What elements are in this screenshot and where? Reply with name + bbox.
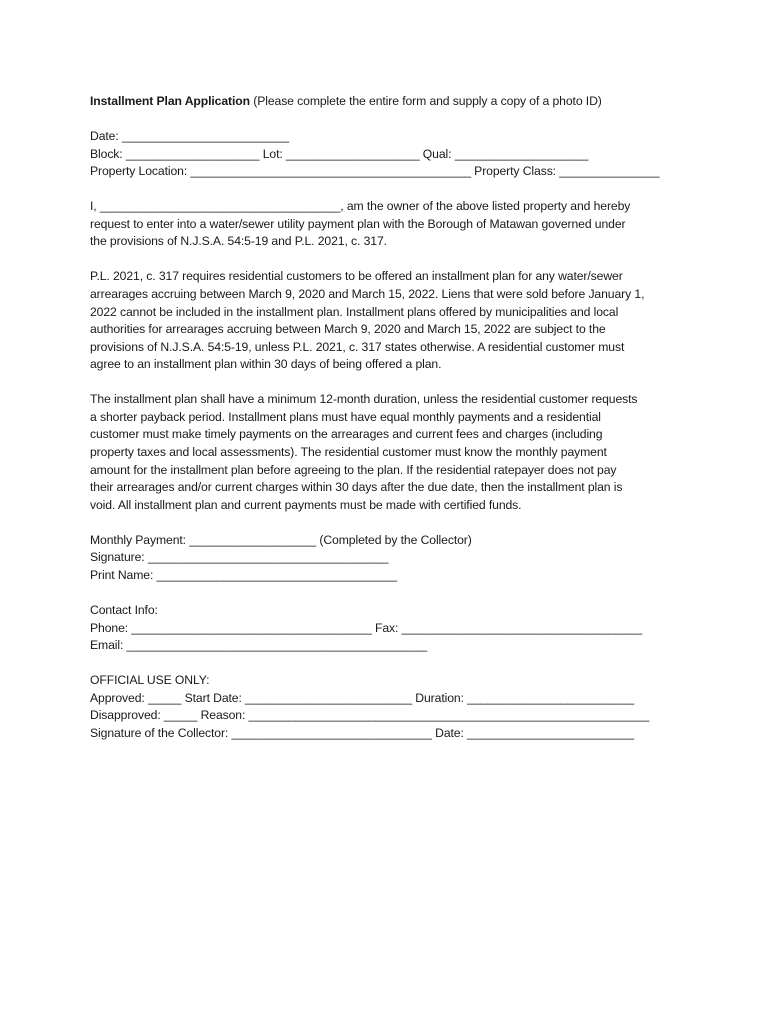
law-paragraph-line: authorities for arrearages accruing between March 9, 2020 and March 15, 2022 are subject to the [90, 322, 606, 337]
form-title [90, 93, 690, 111]
owner-statement-line[interactable]: I, ____________________________________, am the owner of the above listed property and hereby [90, 199, 631, 214]
contact-info-heading: Contact Info: [90, 603, 158, 617]
block-lot-qual-fields[interactable]: Block: ____________________ Lot: ____________________ Qual: ____________________ [90, 146, 589, 161]
terms-paragraph-line: property taxes and local assessments). The residential customer must know the monthly payment [90, 445, 607, 460]
disapproved-fields[interactable]: Disapproved: _____ Reason: ____________________________________________________________ [90, 708, 650, 723]
law-paragraph-line: provisions of N.J.S.A. 54:5-19, unless P.L. 2021, c. 317 states otherwise. A residential customer must [90, 339, 625, 354]
spacer [90, 251, 690, 268]
law-paragraph-line: 2022 cannot be included in the installment plan. Installment plans offered by municipalities and local [90, 304, 619, 319]
spacer [90, 374, 690, 391]
monthly-payment-field[interactable]: Monthly Payment: ___________________ (Completed by the Collector) [90, 532, 472, 547]
terms-paragraph-line: The installment plan shall have a minimum 12-month duration, unless the residential customer requests [90, 392, 638, 407]
terms-paragraph-line: customer must make timely payments on the arrearages and current fees and charges (including [90, 427, 603, 442]
spacer [90, 585, 690, 602]
collector-signature-fields[interactable]: Signature of the Collector: ______________________________ Date: _________________________ [90, 725, 634, 740]
print-name-field[interactable]: Print Name: ____________________________________ [90, 568, 397, 583]
owner-statement-line: request to enter into a water/sewer utility payment plan with the Borough of Matawan governed under [90, 216, 626, 231]
terms-paragraph-line: their arrearages and/or current charges within 30 days after the due date, then the installment plan is [90, 480, 623, 495]
owner-statement [90, 198, 690, 251]
form-title-instructions: (Please complete the entire form and supply a copy of a photo ID) [249, 94, 602, 108]
installment-plan-form [90, 93, 690, 743]
terms-paragraph-line: amount for the installment plan before agreeing to the plan. If the residential ratepayer does not pay [90, 462, 617, 477]
signature-field[interactable]: Signature: ____________________________________ [90, 550, 389, 565]
terms-paragraph-line: a shorter payback period. Installment plans must have equal monthly payments and a residential [90, 409, 601, 424]
email-field[interactable]: Email: _____________________________________________ [90, 638, 428, 653]
law-paragraph [90, 268, 690, 374]
terms-paragraph-line: void. All installment plan and current payments must be made with certified funds. [90, 497, 522, 512]
terms-paragraph [90, 391, 690, 514]
date-field[interactable]: Date: _________________________ [90, 128, 289, 143]
spacer [90, 514, 690, 531]
property-location-class-fields[interactable]: Property Location: __________________________________________ Property Class: _______________ [90, 164, 660, 179]
phone-fax-fields[interactable]: Phone: ____________________________________ Fax: ____________________________________ [90, 620, 643, 635]
law-paragraph-line: agree to an installment plan within 30 days of being offered a plan. [90, 357, 442, 372]
official-use-heading: OFFICIAL USE ONLY: [90, 673, 210, 688]
law-paragraph-line: arrearages accruing between March 9, 2020 and March 15, 2022. Liens that were sold before January 1, [90, 286, 645, 301]
owner-statement-line: the provisions of N.J.S.A. 54:5-19 and P.L. 2021, c. 317. [90, 234, 387, 249]
spacer [90, 655, 690, 672]
form-title-bold: Installment Plan Application [90, 94, 250, 108]
law-paragraph-line: P.L. 2021, c. 317 requires residential customers to be offered an installment plan for any water/sewer [90, 269, 623, 284]
approved-fields[interactable]: Approved: _____ Start Date: _________________________ Duration: _________________________ [90, 690, 635, 705]
spacer [90, 111, 690, 128]
spacer [90, 181, 690, 198]
